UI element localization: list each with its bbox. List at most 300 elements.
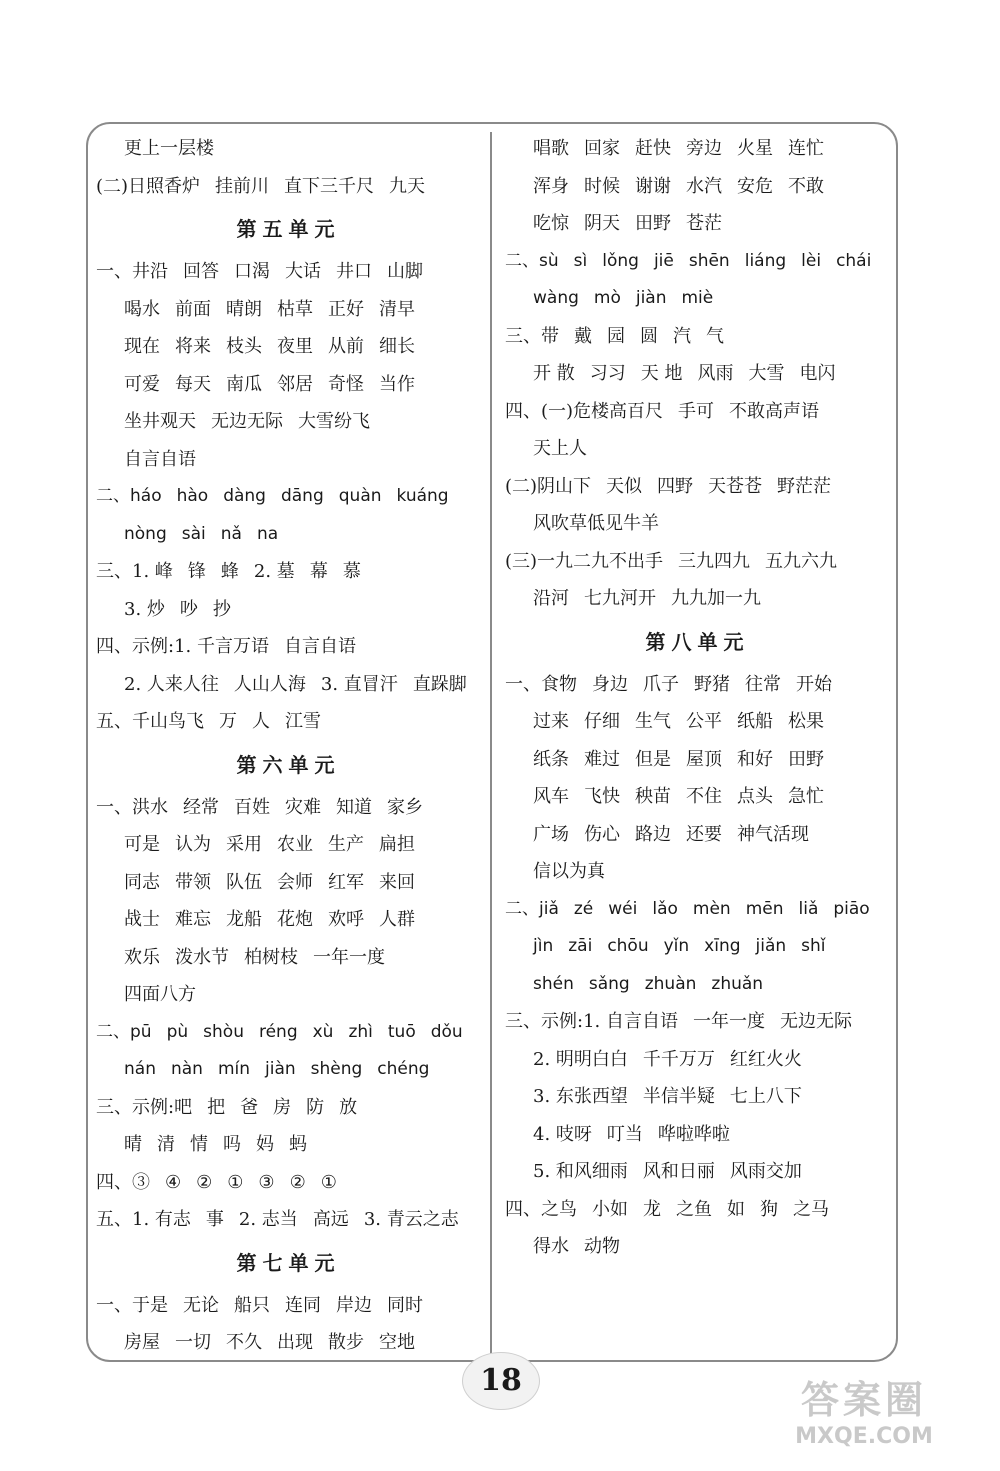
answer-item: 把 [207, 1096, 226, 1118]
answer-item: 慕 [342, 561, 361, 582]
answer-item: 伤心 [584, 823, 620, 845]
answer-item: 知道 [336, 796, 372, 818]
answer-item: 现在 [124, 336, 160, 357]
answer-item: 挂前川 [215, 175, 270, 197]
answer-line [505, 580, 890, 618]
answer-item: 难过 [584, 748, 620, 770]
answer-item: 公平 [686, 711, 722, 732]
question-number: 二、 [96, 1021, 130, 1042]
question-number: 三、示例: [96, 1096, 175, 1118]
answer-item: 灾难 [285, 796, 321, 818]
answer-line [96, 976, 481, 1014]
answer-item: 可爱 [124, 373, 160, 395]
answer-item: 急忙 [788, 786, 824, 807]
answer-item: 千山鸟飞 [132, 711, 204, 732]
answer-item: 动物 [584, 1236, 620, 1257]
answer-item: 2. 墓 [253, 561, 295, 582]
question-number: 四、(一) [505, 400, 574, 422]
watermark-url: MXQE.COM [795, 1424, 933, 1449]
answer-item: 房屋 [124, 1332, 160, 1353]
answer-item: 事 [205, 1209, 224, 1230]
answer-item: 洪水 [132, 796, 168, 818]
pinyin-answer: háo [130, 486, 162, 506]
answer-item: 一九二九不出手 [537, 550, 664, 572]
pinyin-answer: sù [539, 250, 559, 271]
answer-item: 散步 [328, 1332, 364, 1353]
answer-item: 直下三千尺 [284, 175, 375, 197]
answer-item: 之鸟 [541, 1198, 577, 1220]
answer-item: 叮当 [606, 1123, 643, 1145]
answer-line [505, 543, 890, 581]
answer-item: 认为 [175, 834, 211, 855]
answer-line [505, 1153, 890, 1191]
answer-item: 幕 [309, 561, 328, 582]
answer-item: 蚂 [289, 1134, 307, 1155]
answer-item: 半信半疑 [642, 1086, 715, 1107]
answer-line [505, 853, 890, 891]
answer-line [96, 939, 481, 977]
answer-item: 无边无际 [211, 411, 283, 432]
answer-item: 圆 [640, 325, 658, 347]
pinyin-answer: nòng [124, 523, 167, 544]
answer-item: 4. 吱呀 [533, 1123, 592, 1145]
question-number: 一、 [96, 796, 132, 818]
answer-line [96, 328, 481, 366]
question-number: 四、示例: [96, 636, 175, 657]
answer-item: 花炮 [277, 909, 313, 930]
pinyin-answer: wéi [608, 898, 638, 919]
answer-item: 小如 [592, 1198, 628, 1220]
answer-line [96, 1051, 481, 1089]
pinyin-answer: zhì [348, 1021, 373, 1042]
answer-item: 人 [252, 711, 270, 732]
pinyin-answer: chéng [377, 1059, 430, 1079]
answer-item: 五九六九 [765, 550, 838, 572]
answer-item: 飞快 [584, 786, 620, 807]
answer-item: 野茫茫 [777, 475, 832, 497]
answer-item: 难忘 [175, 909, 211, 930]
answer-item: 四野 [657, 475, 694, 497]
pinyin-answer: yǐn [663, 936, 690, 956]
answer-line [505, 468, 890, 506]
pinyin-answer: na [256, 523, 279, 544]
answer-item: 过来 [533, 711, 569, 732]
answer-item: 岸边 [336, 1294, 372, 1316]
question-number: 一、 [505, 673, 541, 695]
answer-item: 情 [190, 1134, 208, 1155]
answer-item: 信以为真 [533, 861, 605, 882]
page-number: 18 [462, 1352, 540, 1410]
pinyin-answer: liáng [744, 250, 787, 271]
question-number: (三) [505, 550, 538, 572]
answer-line [505, 430, 890, 468]
answer-item: 欢乐 [124, 946, 160, 968]
answer-line [505, 1228, 890, 1266]
answer-item: 会师 [277, 871, 313, 893]
answer-item: 电闪 [799, 363, 836, 384]
answer-line [505, 318, 890, 356]
answer-item: 3. 东张西望 [533, 1086, 628, 1107]
answer-item: 口渴 [234, 261, 270, 282]
answer-item: 队伍 [226, 871, 262, 893]
answer-item: 旁边 [686, 138, 722, 159]
answer-item: 日照香炉 [128, 175, 201, 197]
answer-item: 沿河 [533, 588, 569, 609]
answer-item: 无论 [183, 1294, 219, 1316]
answer-item: ③ [258, 1171, 275, 1193]
answer-item: 抄 [212, 598, 231, 620]
pinyin-answer: kuáng [396, 486, 449, 506]
answer-line [505, 816, 890, 854]
answer-item: 龙船 [226, 909, 262, 930]
answer-item: 邻居 [277, 373, 313, 395]
answer-item: 三九四九 [678, 550, 751, 572]
pinyin-answer: chái [836, 250, 872, 271]
answer-item: 扁担 [379, 834, 415, 855]
column-divider [490, 132, 492, 1354]
answer-item: 阴天 [584, 213, 620, 234]
answer-item: 无边无际 [779, 1011, 852, 1032]
answer-item: 大雪纷飞 [298, 411, 370, 432]
pinyin-answer: tuō [387, 1021, 416, 1042]
answer-item: 松果 [788, 711, 824, 732]
unit-heading: 第六单元 [236, 752, 341, 777]
pinyin-answer: dāng [280, 486, 324, 506]
pinyin-answer: zhuǎn [711, 973, 764, 994]
answer-line [96, 1164, 481, 1202]
answer-item: 采用 [226, 834, 262, 855]
pinyin-answer: jiàn [265, 1059, 296, 1079]
answer-line [505, 1191, 890, 1229]
answer-item: 七九河开 [584, 588, 656, 609]
answer-item: 自言自语 [283, 636, 356, 657]
answer-item: 一年一度 [313, 946, 385, 968]
answer-item: 将来 [175, 336, 211, 357]
answer-line [505, 168, 890, 206]
answer-item: 田野 [635, 213, 671, 234]
answer-line [505, 1041, 890, 1079]
question-number: 二、 [505, 250, 539, 271]
pinyin-answer: dǒu [430, 1021, 463, 1042]
answer-item: 连忙 [788, 138, 824, 159]
answer-item: 火星 [737, 138, 773, 159]
answer-line [96, 168, 481, 206]
answer-item: 身边 [592, 673, 628, 695]
answer-item: 来回 [379, 871, 415, 893]
pinyin-answer: chōu [607, 936, 649, 956]
answer-line [96, 553, 481, 591]
unit-heading: 第五单元 [236, 217, 341, 241]
answer-item: 吧 [174, 1096, 193, 1118]
pinyin-answer: jiē [653, 250, 674, 271]
answer-item: 枝头 [226, 336, 262, 357]
answer-item: 苍茫 [686, 213, 722, 234]
answer-item: 战士 [124, 909, 160, 930]
answer-item: 带 [541, 325, 559, 347]
answer-item: 经常 [183, 796, 219, 818]
answer-item: 2. 明明白白 [533, 1048, 628, 1070]
answer-item: 一年一度 [692, 1011, 765, 1032]
answer-item: 同志 [124, 871, 160, 893]
pinyin-answer: lǎo [652, 898, 678, 919]
answer-item: 野猪 [694, 673, 730, 695]
answer-line [505, 243, 890, 281]
question-number: 四、 [96, 1171, 132, 1193]
pinyin-answer: shèng [310, 1059, 363, 1079]
answer-line [505, 703, 890, 741]
pinyin-answer: sì [573, 250, 588, 271]
answer-line [505, 393, 890, 431]
answer-item: 路边 [635, 823, 671, 845]
answer-item: 于是 [132, 1294, 168, 1316]
pinyin-answer: pù [166, 1021, 189, 1042]
pinyin-answer: jiàn [635, 288, 667, 308]
answer-item: 船只 [234, 1294, 270, 1316]
answer-line [505, 928, 890, 966]
question-number: (二) [96, 175, 129, 197]
answer-item: 高远 [312, 1209, 349, 1230]
pinyin-answer: sǎng [588, 973, 630, 994]
answer-line [96, 291, 481, 329]
answer-item: 吵 [179, 598, 198, 620]
answer-item: ① [320, 1171, 337, 1193]
answer-item: 泼水节 [175, 946, 229, 968]
answer-item: 1. 峰 [132, 561, 173, 582]
answer-item: 风吹草低见牛羊 [533, 513, 659, 534]
answer-item: 不敢 [788, 175, 824, 197]
question-number: 三、示例: [505, 1011, 584, 1032]
answer-item: 人群 [379, 909, 415, 930]
pinyin-answer: liǎ [798, 898, 819, 919]
answer-item: 四面八方 [124, 984, 196, 1005]
pinyin-answer: quàn [338, 486, 382, 506]
answer-item: 5. 和风细雨 [533, 1161, 628, 1182]
answer-item: 唱歌 [533, 138, 569, 159]
answer-item: 天苍苍 [708, 475, 763, 497]
answer-item: 3. 直冒汗 [320, 673, 398, 695]
answer-line [505, 205, 890, 243]
answer-line [505, 1078, 890, 1116]
answer-item: 天似 [606, 475, 643, 497]
answer-item: 哗啦哗啦 [657, 1123, 730, 1145]
answer-item: ④ [165, 1171, 182, 1193]
answer-item: 汽 [673, 325, 691, 347]
answer-line [96, 1126, 481, 1164]
answer-line [505, 891, 890, 929]
pinyin-answer: nàn [170, 1059, 203, 1079]
answer-line [96, 591, 481, 629]
answer-item: 1. 有志 [132, 1209, 191, 1230]
pinyin-answer: mēn [745, 898, 784, 919]
answer-item: 百姓 [234, 796, 270, 818]
answer-item: 自言自语 [124, 448, 196, 470]
answer-item: 奇怪 [328, 373, 364, 395]
pinyin-answer: shén [533, 973, 574, 994]
answer-line [505, 1116, 890, 1154]
answer-line [96, 1089, 481, 1127]
answer-line [96, 1287, 481, 1325]
answer-item: 回家 [584, 138, 620, 159]
answer-item: 手可 [678, 400, 715, 422]
answer-item: 广场 [533, 823, 569, 845]
answer-item: 之鱼 [676, 1198, 712, 1220]
left-column [96, 130, 481, 1362]
answer-item: 3. 青云之志 [363, 1209, 459, 1230]
answer-line [96, 703, 481, 741]
answer-item: 爪子 [643, 673, 679, 695]
answer-item: 可是 [124, 834, 160, 855]
answer-item: 清早 [379, 298, 415, 320]
answer-line [96, 1014, 481, 1052]
answer-item: 坐井观天 [124, 411, 196, 432]
answer-item: 安危 [737, 175, 773, 197]
answer-line [505, 1003, 890, 1041]
answer-item: ② [196, 1171, 213, 1193]
question-number: 五、 [96, 711, 132, 732]
answer-item: 屋顶 [686, 748, 722, 770]
answer-item: 习习 [589, 363, 626, 384]
answer-item: 井口 [336, 261, 372, 282]
answer-item: 九九加一九 [671, 588, 761, 609]
answer-item: 房 [273, 1096, 292, 1118]
question-number: 五、 [96, 1209, 132, 1230]
unit-heading: 第八单元 [645, 629, 750, 654]
pinyin-answer: sài [181, 523, 206, 544]
answer-item: 浑身 [533, 175, 569, 197]
pinyin-answer: zāi [568, 936, 593, 956]
right-column [505, 130, 890, 1266]
answer-item: 七上八下 [729, 1086, 802, 1107]
answer-item: 不敢高声语 [729, 400, 820, 422]
answer-item: 风和日丽 [642, 1161, 715, 1182]
answer-item: 风雨 [697, 363, 734, 384]
pinyin-answer: jiǎn [755, 936, 787, 956]
answer-item: 喝水 [124, 298, 160, 320]
pinyin-answer: miè [681, 288, 714, 308]
answer-item: 赶快 [635, 138, 671, 159]
answer-item: 放 [339, 1096, 358, 1118]
answer-item: 妈 [256, 1134, 274, 1155]
answer-item: 往常 [745, 673, 781, 695]
answer-line [505, 741, 890, 779]
answer-item: 夜里 [277, 336, 313, 357]
answer-item: 空地 [379, 1332, 415, 1353]
answer-item: 从前 [328, 336, 364, 357]
answer-item: 锋 [187, 561, 206, 582]
answer-item: ③ [132, 1171, 150, 1193]
pinyin-answer: lǒng [602, 250, 639, 271]
watermark [764, 1369, 964, 1449]
question-number: 三、 [96, 561, 132, 582]
answer-item: 开始 [796, 673, 832, 695]
answer-item: 危楼高百尺 [573, 400, 664, 422]
pinyin-answer: hào [176, 486, 209, 506]
answer-item: 晴 [124, 1134, 142, 1155]
answer-item: 戴 [574, 325, 592, 347]
answer-item: 农业 [277, 834, 313, 855]
answer-item: 欢呼 [328, 909, 364, 930]
question-number: 三、 [505, 325, 541, 347]
answer-item: 得水 [533, 1236, 569, 1257]
answer-item: 红红火火 [729, 1048, 802, 1070]
answer-item: 之马 [793, 1198, 829, 1220]
answer-line [505, 966, 890, 1004]
question-number: 二、 [505, 898, 539, 919]
answer-item: 龙 [643, 1198, 661, 1220]
answer-item: 2. 人来人往 [124, 673, 219, 695]
answer-item: 带领 [175, 871, 211, 893]
answer-item: 井沿 [132, 261, 168, 282]
pinyin-answer: shēn [688, 250, 730, 271]
question-number: 一、 [96, 261, 132, 282]
pinyin-answer: réng [258, 1021, 298, 1042]
question-number: 四、 [505, 1198, 541, 1220]
answer-item: 吃惊 [533, 213, 569, 234]
answer-item: 风车 [533, 786, 569, 807]
answer-item: 一切 [175, 1332, 211, 1353]
pinyin-answer: mèn [692, 898, 731, 919]
answer-item: 和好 [737, 748, 773, 770]
answer-item: 正好 [328, 298, 364, 320]
answer-line [96, 826, 481, 864]
pinyin-answer: lèi [801, 250, 822, 271]
answer-item: 水汽 [686, 175, 722, 197]
answer-item: 爸 [240, 1096, 259, 1118]
question-number: 二、 [96, 486, 130, 506]
answer-line [96, 864, 481, 902]
answer-item: 不住 [686, 786, 722, 807]
watermark-title: 答案圈 [800, 1378, 927, 1422]
answer-item: 清 [157, 1134, 175, 1155]
answer-item: 天上人 [533, 438, 587, 459]
answer-item: 食物 [541, 673, 577, 695]
pinyin-answer: zé [573, 898, 594, 919]
answer-item: 风雨交加 [729, 1161, 802, 1182]
pinyin-answer: dàng [223, 486, 266, 506]
answer-line [96, 253, 481, 291]
answer-line [96, 130, 481, 168]
question-number: 一、 [96, 1294, 132, 1316]
answer-item: 红军 [328, 871, 364, 893]
answer-item: 田野 [788, 748, 824, 770]
pinyin-answer: nán [124, 1059, 156, 1079]
answer-item: 枯草 [277, 298, 313, 320]
answer-item: ① [227, 1171, 244, 1193]
pinyin-answer: xīng [704, 936, 741, 956]
answer-line [96, 478, 481, 516]
pinyin-answer: jìn [533, 936, 554, 956]
pinyin-answer: wàng [533, 288, 579, 308]
answer-item: 家乡 [387, 796, 423, 818]
answer-item: 天 地 [640, 363, 683, 384]
answer-item: 江雪 [285, 711, 321, 732]
answer-item: 阴山下 [537, 475, 592, 497]
answer-item: 还要 [686, 823, 722, 845]
answer-item: 晴朗 [226, 298, 262, 320]
answer-item: 细长 [379, 336, 415, 357]
answer-item: 南瓜 [226, 373, 262, 395]
answer-item: 九天 [389, 175, 426, 197]
answer-item: 点头 [737, 786, 773, 807]
answer-item: 前面 [175, 298, 211, 320]
answer-item: 谢谢 [635, 175, 671, 197]
answer-item: 千千万万 [642, 1048, 715, 1070]
answer-item: 大话 [285, 261, 321, 282]
answer-item: 3. 炒 [124, 598, 165, 620]
answer-line [505, 130, 890, 168]
answer-line [505, 355, 890, 393]
answer-item: 1. 自言自语 [583, 1011, 678, 1032]
